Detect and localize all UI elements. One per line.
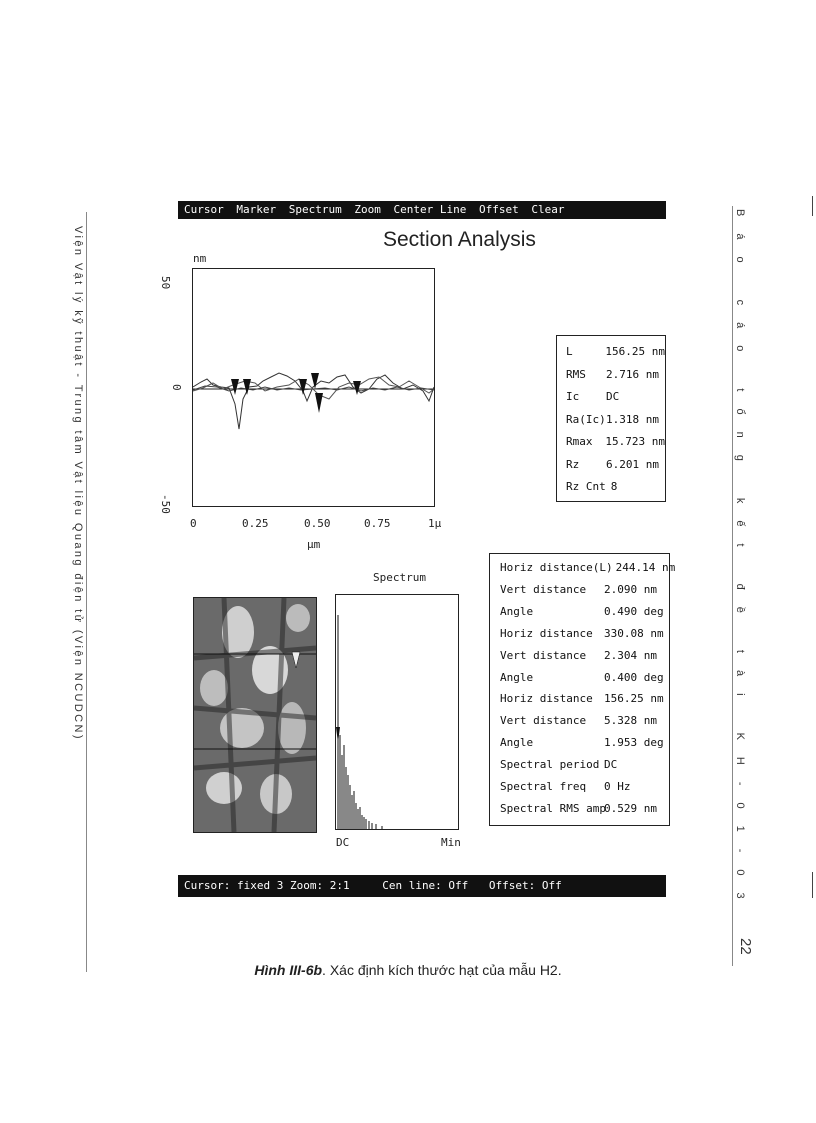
page-title: Section Analysis [383,228,536,251]
status-cen-line: Cen line: Off [382,879,469,892]
y-tick-top: 50 [159,276,172,290]
measure-row: Angle 0.400 deg [500,670,664,684]
afm-image[interactable] [193,597,317,833]
measure-row: Spectral RMS amp 0.529 nm [500,801,657,815]
menu-item-cursor[interactable]: Cursor [184,203,224,216]
profile-plot[interactable] [192,268,435,507]
measure-row: Spectral freq 0 Hz [500,780,631,794]
y-tick-mid: 0 [170,384,183,391]
menu-item-marker[interactable]: Marker [236,203,277,216]
spectrum-svg [336,595,458,829]
spectrum-title: Spectrum [373,571,426,584]
x-tick-4: 1µ [428,517,442,530]
profile-svg [193,269,434,506]
y-unit-label: nm [193,252,207,265]
measure-row: Horiz distance(L) 244.14 nm [500,561,676,574]
menu-item-offset[interactable]: Offset [478,203,519,216]
edge-mark-bottom [812,872,813,898]
stats-row: Ic DC [566,390,620,403]
right-margin-rule [732,206,733,966]
stats-row: L 156.25 nm [566,345,665,358]
menu-item-clear[interactable]: Clear [531,203,565,216]
status-bar [178,875,666,897]
edge-mark-top [812,196,813,216]
menu-item-spectrum[interactable]: Spectrum [288,203,342,216]
measure-row: Spectral period DC [500,758,618,772]
stats-row: Rmax 15.723 nm [566,435,665,448]
caption-label: Hình III-6b [254,962,323,978]
spectrum-plot[interactable] [335,594,459,830]
left-margin-text: Viện Vật lý kỹ thuật - Trung tâm Vật liệu Quang điện tử (Viện NCUDCN) [72,226,84,741]
x-tick-3: 0.75 [364,517,391,530]
y-tick-bottom: -50 [159,494,172,514]
stats-row: RMS 2.716 nm [566,367,659,381]
x-unit-label: µm [307,538,321,551]
status-offset: Offset: Off [488,879,562,892]
measurement-box [489,553,676,826]
measure-row: Vert distance 2.090 nm [500,582,657,596]
roughness-stats-box [556,335,666,502]
measure-row: Vert distance 5.328 nm [500,714,657,728]
x-tick-0: 0 [190,517,197,530]
marker-1 [231,379,239,395]
afm-texture [194,598,316,832]
x-tick-1: 0.25 [242,517,269,530]
measure-row: Horiz distance 156.25 nm [500,692,664,706]
right-margin-text: Báo cáo tổng kết đề tài KH-01-03 [734,209,746,916]
stats-row: Rz Cnt 8 [566,480,618,493]
page-number: 22 [737,938,754,955]
left-margin-rule [86,212,87,972]
status-cursor: Cursor: fixed 3 Zoom: 2:1 [184,879,350,892]
spectrum-left-label: DC [336,836,350,849]
measure-row: Horiz distance 330.08 nm [500,626,664,640]
menu-bar [178,201,666,219]
stats-row: Rz 6.201 nm [566,457,659,471]
measure-row: Angle 1.953 deg [500,736,664,750]
menu-item-zoom[interactable]: Zoom [354,203,381,216]
figure-caption [0,962,816,978]
marker-5 [315,393,323,413]
menu-item-center-line[interactable]: Center Line [393,203,467,216]
spectrum-right-label: Min [441,836,461,849]
measure-row: Angle 0.490 deg [500,604,664,618]
stats-row: Ra(Ic) 1.318 nm [566,412,659,426]
marker-4 [311,373,319,389]
x-tick-2: 0.50 [304,517,331,530]
caption-text: . Xác định kích thước hạt của mẫu H2. [322,962,562,978]
measure-row: Vert distance 2.304 nm [500,648,657,662]
